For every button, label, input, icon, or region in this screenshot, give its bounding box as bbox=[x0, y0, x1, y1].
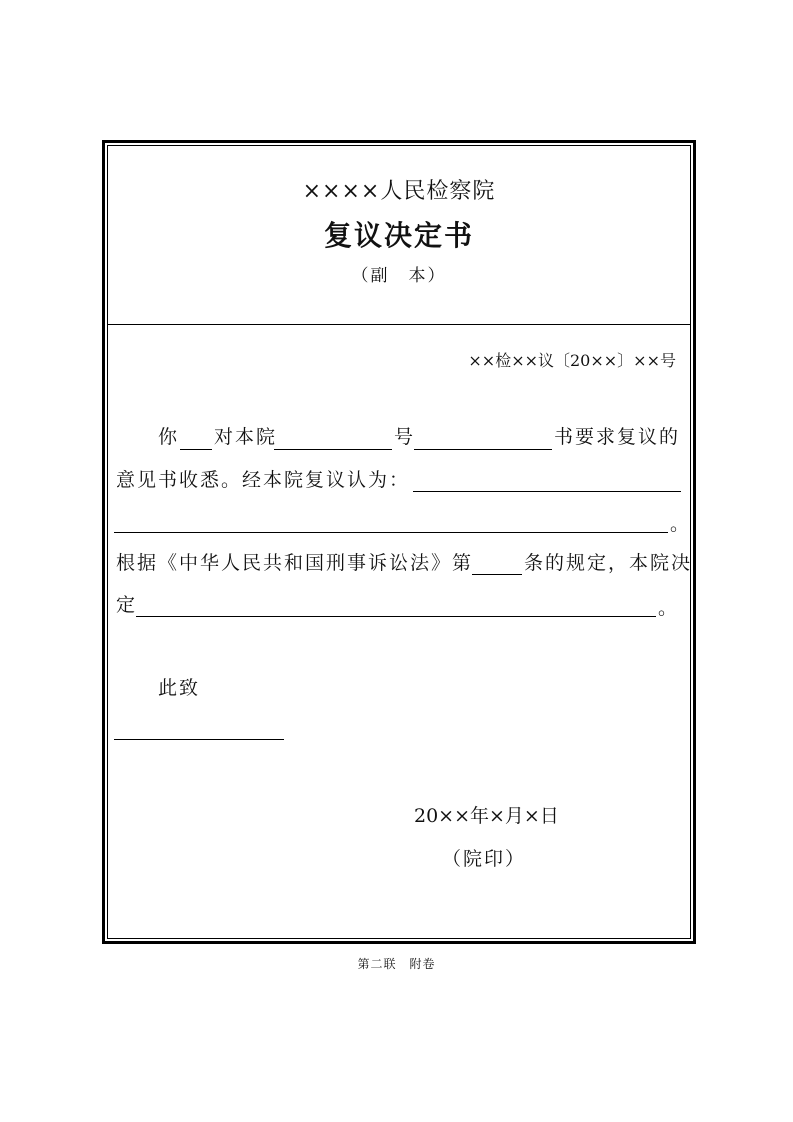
document-title: 复议决定书 bbox=[323, 219, 474, 252]
blank-review-opinion-1 bbox=[413, 491, 681, 492]
date-line: 20××年×月×日 bbox=[414, 805, 559, 827]
text-you: 你 bbox=[158, 426, 180, 448]
text-to-this-court: 对本院 bbox=[214, 426, 278, 448]
document-inner-border bbox=[107, 145, 691, 939]
closing-salutation: 此致 bbox=[158, 677, 201, 699]
text-decide: 定 bbox=[116, 594, 138, 616]
text-provision-decides: 条的规定，本院决 bbox=[524, 552, 693, 574]
blank-applicant bbox=[180, 449, 212, 450]
blank-document-ref bbox=[274, 449, 392, 450]
seal-line: （院印） bbox=[442, 848, 527, 870]
document-number: ××检××议〔20××〕××号 bbox=[468, 351, 676, 370]
text-opinion-received: 意见书收悉。经本院复议认为： bbox=[116, 469, 411, 491]
footer-copy-note: 第二联 附卷 bbox=[357, 957, 436, 971]
document-outer-border bbox=[102, 140, 696, 944]
text-number-suffix: 号 bbox=[394, 426, 416, 448]
period-line-3: 。 bbox=[670, 513, 692, 535]
org-name: ××××人民检察院 bbox=[302, 179, 496, 204]
header-divider bbox=[108, 324, 690, 325]
text-according-to-law: 根据《中华人民共和国刑事诉讼法》第 bbox=[116, 552, 474, 574]
blank-recipient bbox=[114, 739, 284, 740]
copy-label: （副 本） bbox=[351, 266, 447, 286]
blank-review-opinion-2 bbox=[114, 532, 668, 533]
period-line-5: 。 bbox=[658, 597, 680, 619]
blank-document-name bbox=[414, 449, 552, 450]
blank-article-number bbox=[472, 574, 522, 575]
text-request-review: 书要求复议的 bbox=[554, 426, 681, 448]
blank-decision bbox=[136, 616, 656, 617]
